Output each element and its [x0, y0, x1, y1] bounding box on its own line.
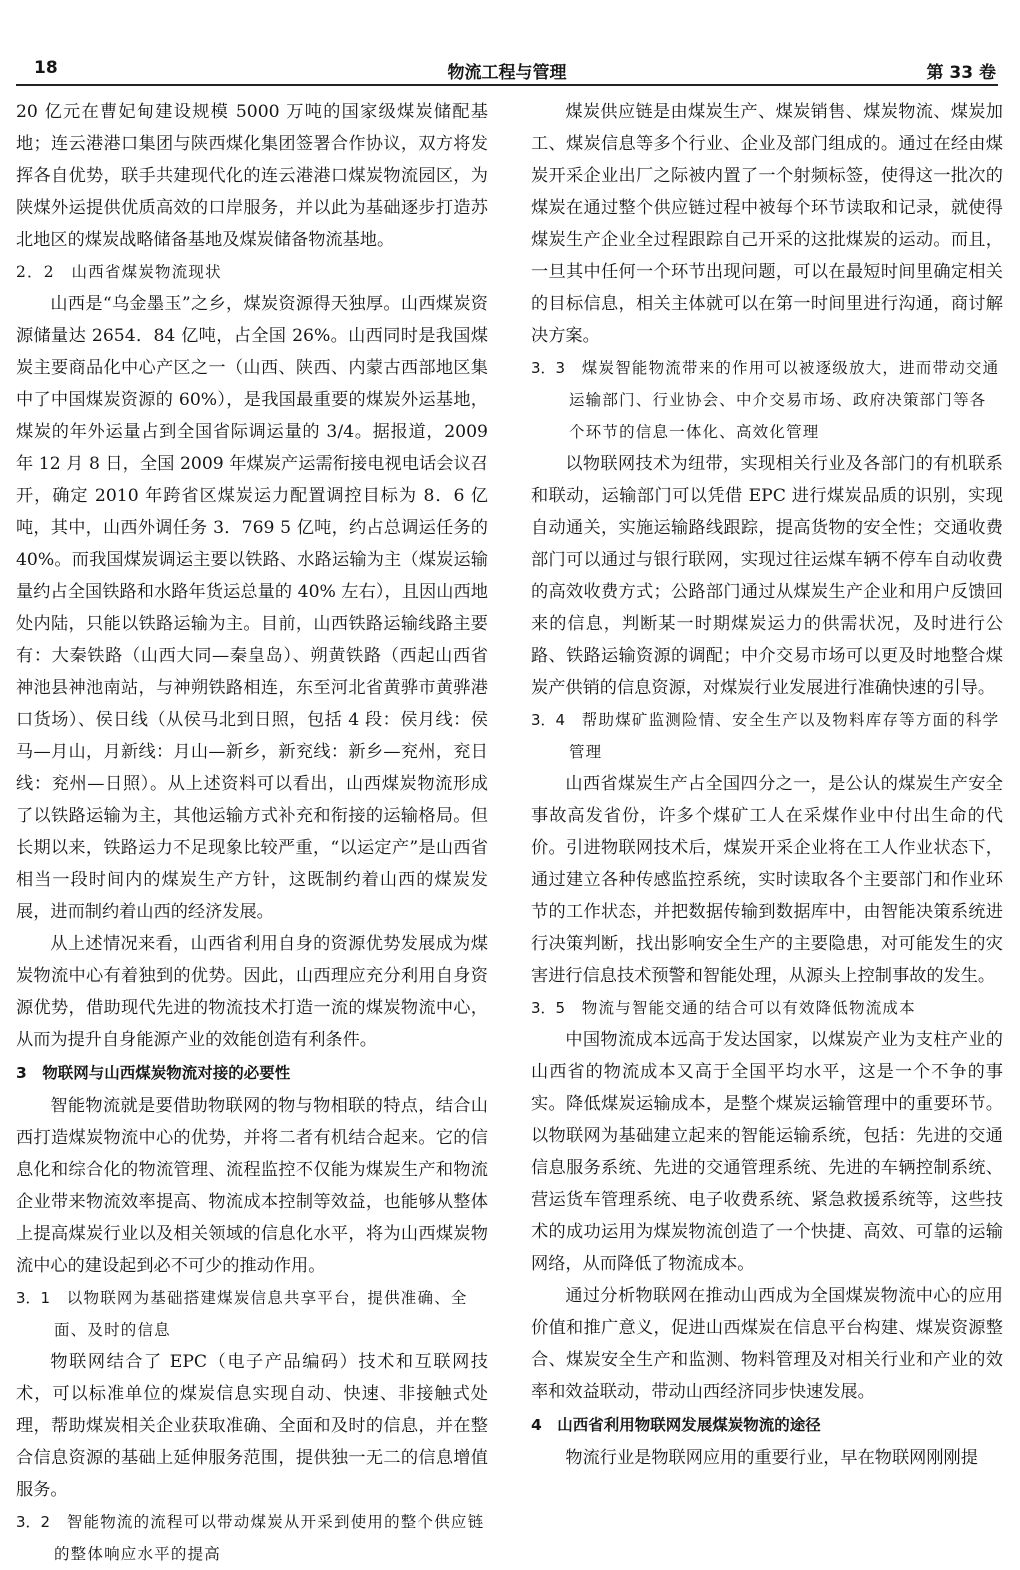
right-column — [531, 96, 1003, 1474]
paragraph: 山西省煤炭生产占全国四分之一，是公认的煤炭生产安全事故高发省份，许多个煤矿工人在采煤作业中付出生命的代价。引进物联网技术后，煤炭开采企业将在工人作业状态下，通过建立各种传感监控系统，实时读取各个主要部门和作业环节的工作状态，并把数据传输到数据库中，由智能决策系统进行决策判断，找出影响安全生产的主要隐患，对可能发生的灾害进行信息技术预警和智能处理，从源头上控制事故的发生。 — [531, 774, 1003, 986]
paragraph: 以物联网技术为纽带，实现相关行业及各部门的有机联系和联动，运输部门可以凭借 EPC 进行煤炭品质的识别，实现自动通关，实施运输路线跟踪，提高货物的安全性；交通收费部门可以通过与银行联网，实现过往运煤车辆不停车自动收费的高效收费方式；公路部门通过从煤炭生产企业和用户反馈回来的信息，判断某一时期煤炭运力的供需状况，及时进行公路、铁路运输资源的调配；中介交易市场可以更及时地整合煤炭产供销的信息资源，对煤炭行业发展进行准确快速的引导。 — [531, 454, 1003, 698]
subsection-number: 3．2 — [16, 1513, 51, 1531]
subsection-heading-3-2 — [16, 1506, 488, 1570]
paragraph: 智能物流就是要借助物联网的物与物相联的特点，结合山西打造煤炭物流中心的优势，并将二者有机结合起来。它的信息化和综合化的物流管理、流程监控不仅能为煤炭生产和物流企业带来物流效率提高、物流成本控制等效益，也能够从整体上提高煤炭行业以及相关领域的信息化水平，将为山西煤炭物流中心的建设起到必不可少的推动作用。 — [16, 1096, 488, 1276]
subsection-number: 3．1 — [16, 1289, 51, 1307]
journal-title: 物流工程与管理 — [447, 63, 567, 83]
paragraph: 物联网结合了 EPC（电子产品编码）技术和互联网技术，可以标准单位的煤炭信息实现自动、快速、非接触式处理，帮助煤炭相关企业获取准确、全面和及时的信息，并在整合信息资源的基础上延伸服务范围，提供独一无二的信息增值服务。 — [16, 1352, 488, 1500]
subsection-number: 3．5 — [531, 999, 566, 1017]
page-number: 18 — [34, 58, 58, 78]
subsection-title: 煤炭智能物流带来的作用可以被逐级放大，进而带动交通运输部门、行业协会、中介交易市场、政府决策部门等各个环节的信息一体化、高效化管理 — [568, 359, 1000, 441]
paragraph: 从上述情况来看，山西省利用自身的资源优势发展成为煤炭物流中心有着独到的优势。因此，山西理应充分利用自身资源优势，借助现代先进的物流技术打造一流的煤炭物流中心，从而为提升自身能源产业的效能创造有利条件。 — [16, 934, 488, 1050]
subsection-title: 智能物流的流程可以带动煤炭从开采到使用的整个供应链的整体响应水平的提高 — [53, 1513, 485, 1563]
running-header — [16, 58, 998, 86]
volume-label: 第 33 卷 — [926, 63, 996, 83]
subsection-number: 3．3 — [531, 359, 566, 377]
paragraph: 中国物流成本远高于发达国家，以煤炭产业为支柱产业的山西省的物流成本又高于全国平均水平，这是一个不争的事实。降低煤炭运输成本，是整个煤炭运输管理中的重要环节。以物联网为基础建立起来的智能运输系统，包括：先进的交通信息服务系统、先进的交通管理系统、先进的车辆控制系统、营运货车管理系统、电子收费系统、紧急救援系统等，这些技术的成功运用为煤炭物流创造了一个快捷、高效、可靠的运输网络，从而降低了物流成本。 — [531, 1030, 1003, 1274]
paragraph: 20 亿元在曹妃甸建设规模 5000 万吨的国家级煤炭储配基地；连云港港口集团与陕西煤化集团签署合作协议，双方将发挥各自优势，联手共建现代化的连云港港口煤炭物流园区，为陕煤外运提供优质高效的口岸服务，并以此为基础逐步打造苏北地区的煤炭战略储备基地及煤炭储备物流基地。 — [16, 102, 488, 250]
left-column — [16, 96, 488, 1570]
section-heading-3: 3 物联网与山西煤炭物流对接的必要性 — [16, 1064, 291, 1082]
subsection-heading-2-2: 2．2 山西省煤炭物流现状 — [16, 263, 222, 281]
paragraph: 通过分析物联网在推动山西成为全国煤炭物流中心的应用价值和推广意义，促进山西煤炭在信息平台构建、煤炭资源整合、煤炭安全生产和监测、物料管理及对相关行业和产业的效率和效益联动，带动山西经济同步快速发展。 — [531, 1286, 1003, 1402]
subsection-title: 帮助煤矿监测险情、安全生产以及物料库存等方面的科学管理 — [568, 711, 1000, 761]
subsection-heading-3-5 — [531, 992, 1003, 1024]
paragraph: 煤炭供应链是由煤炭生产、煤炭销售、煤炭物流、煤炭加工、煤炭信息等多个行业、企业及部门组成的。通过在经由煤炭开采企业出厂之际被内置了一个射频标签，使得这一批次的煤炭在通过整个供应链过程中被每个环节读取和记录，就使得煤炭生产企业全过程跟踪自己开采的这批煤炭的运动。而且，一旦其中任何一个环节出现问题，可以在最短时间里确定相关的目标信息，相关主体就可以在第一时间里进行沟通，商讨解决方案。 — [531, 102, 1003, 346]
subsection-heading-3-1 — [16, 1282, 488, 1346]
subsection-title: 物流与智能交通的结合可以有效降低物流成本 — [581, 999, 916, 1017]
paragraph: 物流行业是物联网应用的重要行业，早在物联网刚刚提 — [565, 1448, 978, 1468]
subsection-heading-3-4 — [531, 704, 1003, 768]
subsection-heading-3-3 — [531, 352, 1003, 448]
paragraph: 山西是“乌金墨玉”之乡，煤炭资源得天独厚。山西煤炭资源储量达 2654．84 亿吨，占全国 26%。山西同时是我国煤炭主要商品化中心产区之一（山西、陕西、内蒙古西部地区集中了中国煤炭资源的 60%），是我国最重要的煤炭外运基地，煤炭的年外运量占到全国省际调运量的 3/4。据报道，2009 年 12 月 8 日，全国 2009 年煤炭产运需衔接电视电话会议召开，确定 2010 年跨省区煤炭运力配置调控目标为 8．6 亿吨，其中，山西外调任务 3．769 5 亿吨，约占总调运任务的 40%。而我国煤炭调运主要以铁路、水路运输为主（煤炭运输量约占全国铁路和水路年货运总量的 40% 左右），且因山西地处内陆，只能以铁路运输为主。目前，山西铁路运输线路主要有：大秦铁路（山西大同—秦皇岛）、朔黄铁路（西起山西省神池县神池南站，与神朔铁路相连，东至河北省黄骅市黄骅港口货场）、侯日线（从侯马北到日照，包括 4 段：侯月线：侯马—月山，月新线：月山—新乡，新兖线：新乡—兖州，兖日线：兖州—日照）。从上述资料可以看出，山西煤炭物流形成了以铁路运输为主，其他运输方式补充和衔接的运输格局。但长期以来，铁路运力不足现象比较严重，“以运定产”是山西省相当一段时间内的煤炭生产方针，这既制约着山西的煤炭发展，进而制约着山西的经济发展。 — [16, 294, 488, 922]
subsection-title: 以物联网为基础搭建煤炭信息共享平台，提供准确、全面、及时的信息 — [53, 1289, 468, 1339]
subsection-number: 3．4 — [531, 711, 566, 729]
section-heading-4: 4 山西省利用物联网发展煤炭物流的途径 — [531, 1416, 821, 1434]
